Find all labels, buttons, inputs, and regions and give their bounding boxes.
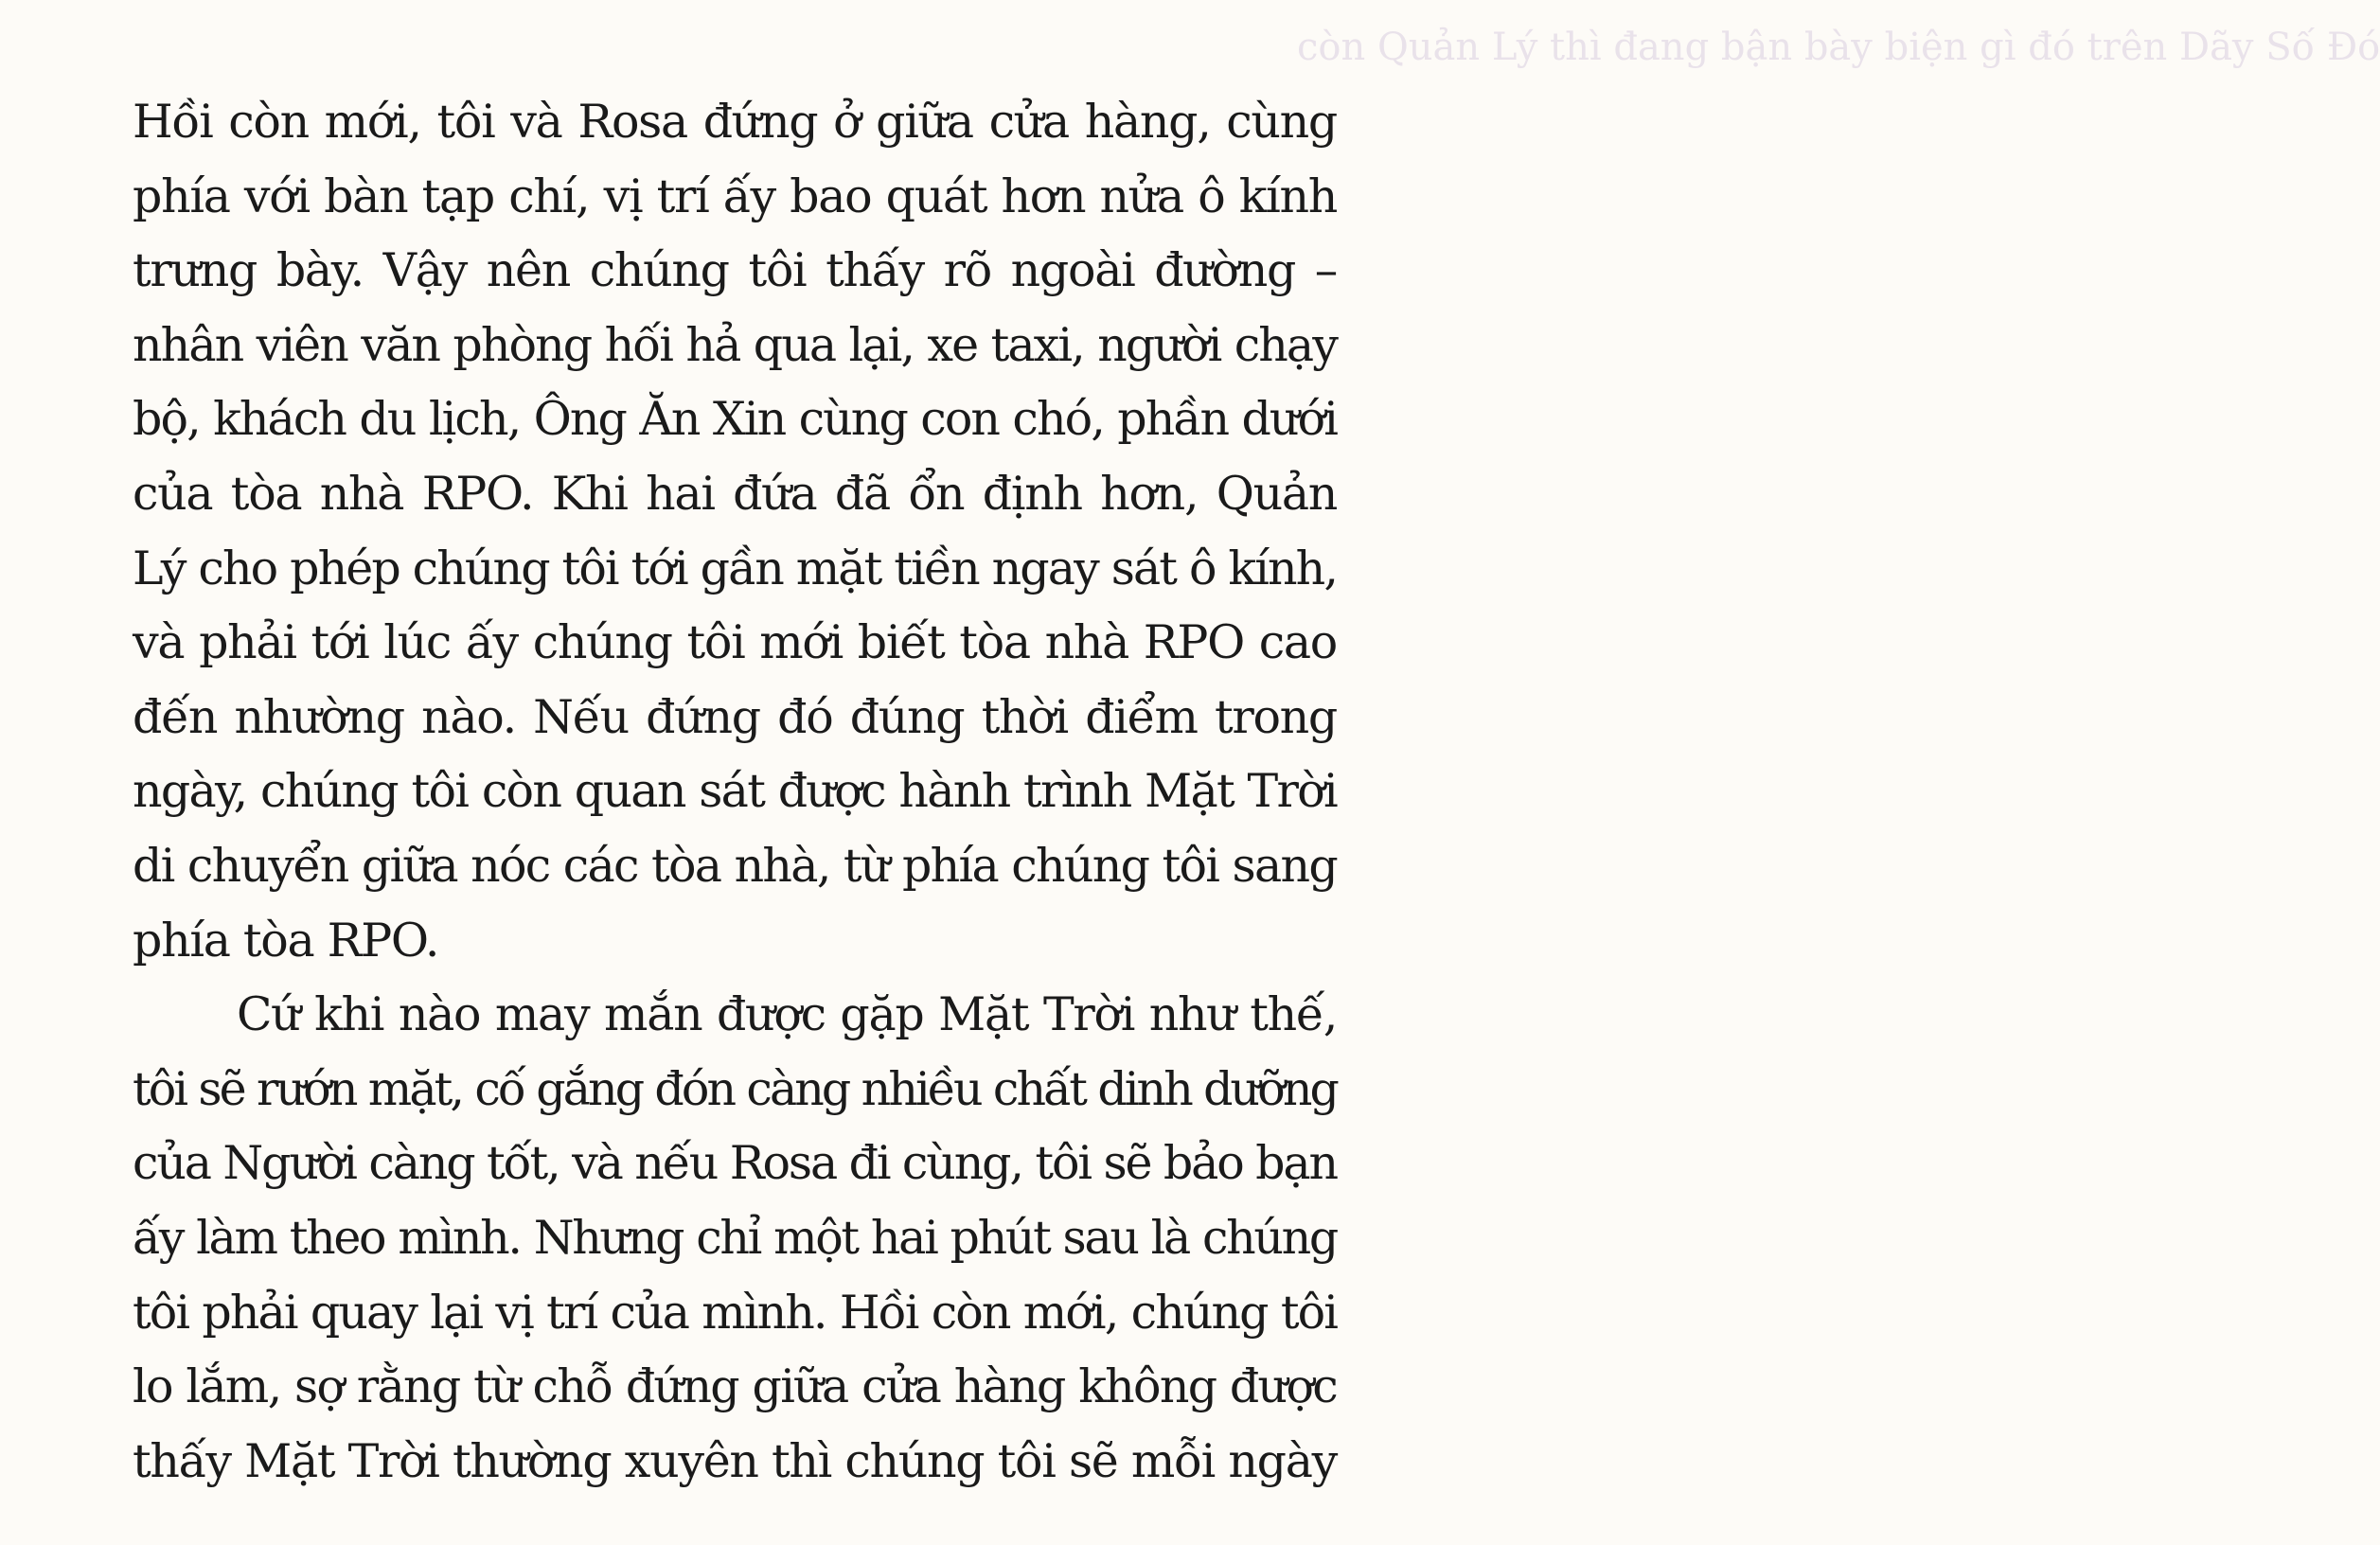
text-line: lo lắm, sợ rằng từ chỗ đứng giữa cửa hàng không được [133,1359,1337,1414]
text-line: của tòa nhà RPO. Khi hai đứa đã ổn định hơn, Quản [133,466,1337,521]
text-line: ngày, chúng tôi còn quan sát được hành trình Mặt Trời [133,764,1337,819]
text-line: Cứ khi nào may mắn được gặp Mặt Trời như thế, [237,987,1337,1042]
text-line: ấy làm theo mình. Nhưng chỉ một hai phút sau là chúng [133,1210,1337,1265]
text-line: phía tòa RPO. [133,913,439,968]
text-line: của Người càng tốt, và nếu Rosa đi cùng, tôi sẽ bảo bạn [133,1136,1337,1191]
text-line: nhân viên văn phòng hối hả qua lại, xe taxi, người chạy [133,317,1337,372]
text-line: tôi phải quay lại vị trí của mình. Hồi còn mới, chúng tôi [133,1285,1337,1340]
bleed-through-text: còn Quản Lý thì đang bận bày biện gì đó trên Dãy Số Đó [1297,26,2380,69]
body-text [133,85,1337,1499]
text-line: Hồi còn mới, tôi và Rosa đứng ở giữa cửa hàng, cùng [133,95,1337,149]
text-line: Lý cho phép chúng tôi tới gần mặt tiền ngay sát ô kính, [133,541,1337,595]
text-line: bộ, khách du lịch, Ông Ăn Xin cùng con chó, phần dưới [133,392,1337,447]
text-line: phía với bàn tạp chí, vị trí ấy bao quát hơn nửa ô kính [133,169,1337,223]
text-line: tôi sẽ rướn mặt, cố gắng đón càng nhiều chất dinh dưỡng [133,1061,1337,1116]
paragraph-2 [133,978,1337,1499]
text-line: di chuyển giữa nóc các tòa nhà, từ phía chúng tôi sang [133,838,1337,893]
paragraph-1 [133,85,1337,978]
text-line: và phải tới lúc ấy chúng tôi mới biết tòa nhà RPO cao [133,615,1337,670]
text-line: đến nhường nào. Nếu đứng đó đúng thời điểm trong [133,689,1337,744]
text-line: thấy Mặt Trời thường xuyên thì chúng tôi sẽ mỗi ngày [133,1433,1337,1488]
text-line: trưng bày. Vậy nên chúng tôi thấy rõ ngoài đường – [133,243,1337,298]
